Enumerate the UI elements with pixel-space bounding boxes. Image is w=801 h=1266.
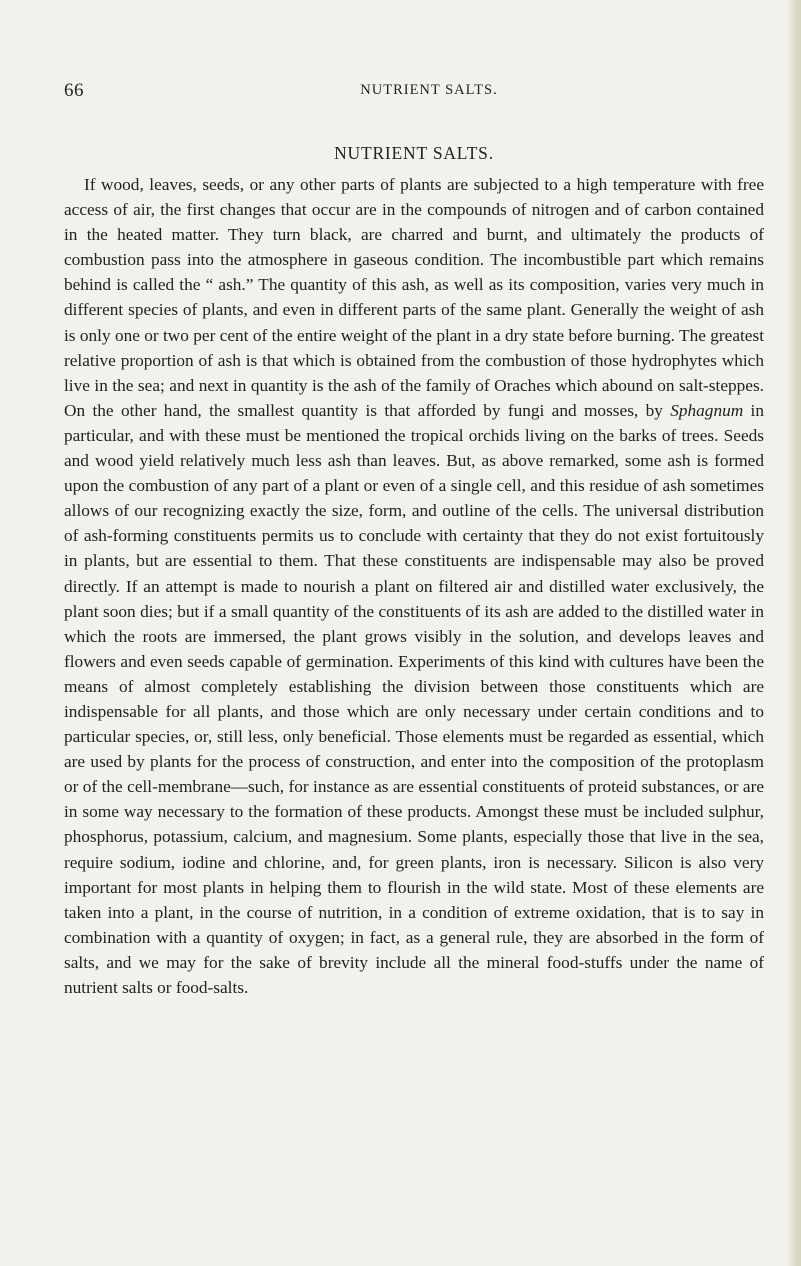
paragraph-text-part-1: If wood, leaves, seeds, or any other parts of plants are subjected to a high temperature with free access of air, the first changes that occur are in the compounds of nitrogen and of carbon contained in the heated matter. They turn black, are charred and burnt, and ultimately the products of combustion pass into the atmosphere in gaseous condition. The incombustible part which remains behind is called the “ ash.” The quantity of this ash, as well as its composition, varies very much in different species of plants, and even in different parts of the same plant. Generally the weight of ash is only one or two per cent of the entire weight of the plant in a dry state before burning. The greatest relative proportion of ash is that which is obtained from the combustion of those hydrophytes which live in the sea; and next in quantity is the ash of the family of Oraches which abound on salt-steppes. On the other hand, the smallest quantity is that afforded by fungi and mosses, by bbox=[64, 175, 764, 420]
page-header bbox=[64, 80, 764, 104]
running-head: NUTRIENT SALTS. bbox=[360, 82, 498, 98]
paragraph-italic-term: Sphagnum bbox=[670, 400, 744, 420]
section-title: NUTRIENT SALTS. bbox=[334, 143, 494, 163]
page-edge-shadow bbox=[787, 0, 801, 1266]
page-number: 66 bbox=[64, 80, 84, 101]
paragraph-text-part-2: in particular, and with these must be mentioned the tropical orchids living on the barks of trees. Seeds and wood yield relatively much less ash than leaves. But, as above remarked, some ash is formed upon the combustion of any part of a plant or even of a single cell, and this residue of ash sometimes allows of our recognizing exactly the size, form, and outline of the cells. The universal distribution of ash-forming constituents permits us to conclude with certainty that they do not exist fortuitously in plants, but are essential to them. That these constituents are indispensable may also be proved directly. If an attempt is made to nourish a plant on filtered air and distilled water exclusively, the plant soon dies; but if a small quantity of the constituents of its ash are added to the distilled water in which the roots are immersed, the plant grows visibly in the solution, and develops leaves and flowers and even seeds capable of germination. Experiments of this kind with cultures have been the means of almost completely establishing the division between those constituents which are indispensable for all plants, and those which are only necessary under certain conditions and to particular species, or, still less, only beneficial. Those elements must be regarded as essential, which are used by plants for the process of construction, and enter into the composition of the protoplasm or of the cell-membrane—such, for instance as are essential constituents of proteid substances, or are in some way necessary to the formation of these products. Amongst these must be included sulphur, phosphorus, potassium, calcium, and magnesium. Some plants, especially those that live in the sea, require sodium, iodine and chlorine, and, for green plants, iron is necessary. Silicon is also very important for most plants in helping them to flourish in the wild state. Most of these elements are taken into a plant, in the course of nutrition, in a condition of extreme oxidation, that is to say in combination with a quantity of oxygen; in fact, as a general rule, they are absorbed in the form of salts, and we may for the sake of brevity include all the mineral food-stuffs under the name of nutrient salts or food-salts. bbox=[64, 400, 764, 997]
body-paragraph bbox=[64, 172, 764, 1000]
